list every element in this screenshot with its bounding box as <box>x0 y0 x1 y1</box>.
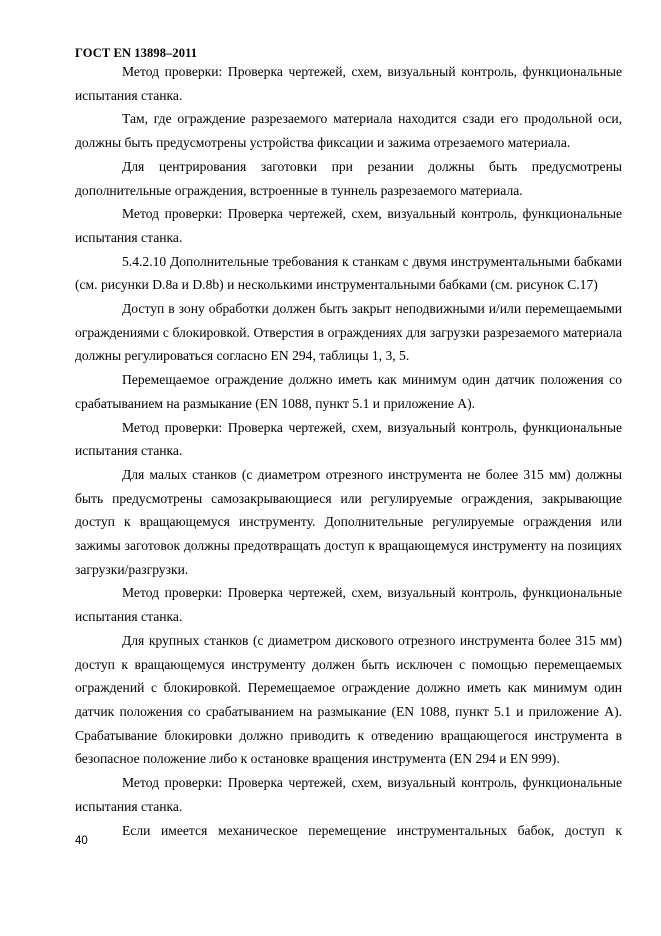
page-number: 40 <box>75 835 88 847</box>
paragraph: Там, где ограждение разрезаемого материала находится сзади его продольной оси, должны быть предусмотрены устройства фиксации и зажима отрезаемого материала. <box>75 111 622 151</box>
paragraph: 5.4.2.10 Дополнительные требования к станкам с двумя инструментальными бабками (см. рисунки D.8a и D.8b) и несколькими инструментальными бабками (см. рисунок С.17) <box>75 253 622 293</box>
paragraph: Метод проверки: Проверка чертежей, схем, визуальный контроль, функциональные испытания станка. <box>75 64 622 103</box>
paragraph: Для крупных станков (с диаметром дискового отрезного инструмента более 315 мм) доступ к вращающемуся инструменту должен быть исключен с помощью перемещаемых ограждений с блокировкой. Перемещаемое ограждение должно иметь как минимум один датчик положения со срабатыванием на размыкание (EN 1088, пункт 5.1 и приложение А). Срабатывание блокировки должно приводить к отведению вращающегося инструмента в безопасное положение либо к остановке вращения инструмента (EN 294 и EN 999). <box>75 632 622 767</box>
paragraph: Доступ в зону обработки должен быть закрыт неподвижными и/или перемещаемыми ограждениями с блокировкой. Отверстия в ограждениях для загрузки разрезаемого материала должны регулироваться согласно EN 294, таблицы 1, 3, 5. <box>75 301 622 364</box>
paragraph: Метод проверки: Проверка чертежей, схем, визуальный контроль, функциональные испытания станка. <box>75 419 622 459</box>
paragraph: Перемещаемое ограждение должно иметь как минимум один датчик положения со срабатыванием на размыкание (EN 1088, пункт 5.1 и приложение А). <box>75 372 622 411</box>
paragraph: Метод проверки: Проверка чертежей, схем, визуальный контроль, функциональные испытания станка. <box>75 206 622 245</box>
paragraph: Метод проверки: Проверка чертежей, схем, визуальный контроль, функциональные испытания станка. <box>75 585 622 625</box>
paragraph: Для малых станков (с диаметром отрезного инструмента не более 315 мм) должны быть предусмотрены самозакрывающиеся или регулируемые ограждения, закрывающие доступ к вращающемуся инструменту. Дополнительные регулируемые ограждения или зажимы заготовок должны предотвращать доступ к вращающемуся инструменту на позициях загрузки/разгрузки. <box>75 466 622 577</box>
paragraph: Метод проверки: Проверка чертежей, схем, визуальный контроль, функциональные испытания станка. <box>75 775 622 814</box>
paragraph-last: Если имеется механическое перемещение инструментальных бабок, доступ к <box>122 822 622 838</box>
document-header: ГОСТ EN 13898–2011 <box>75 46 198 60</box>
paragraph: Для центрирования заготовки при резании должны быть предусмотрены дополнительные ограждения, встроенные в туннель разрезаемого материала. <box>75 158 622 198</box>
document-body <box>75 60 622 842</box>
